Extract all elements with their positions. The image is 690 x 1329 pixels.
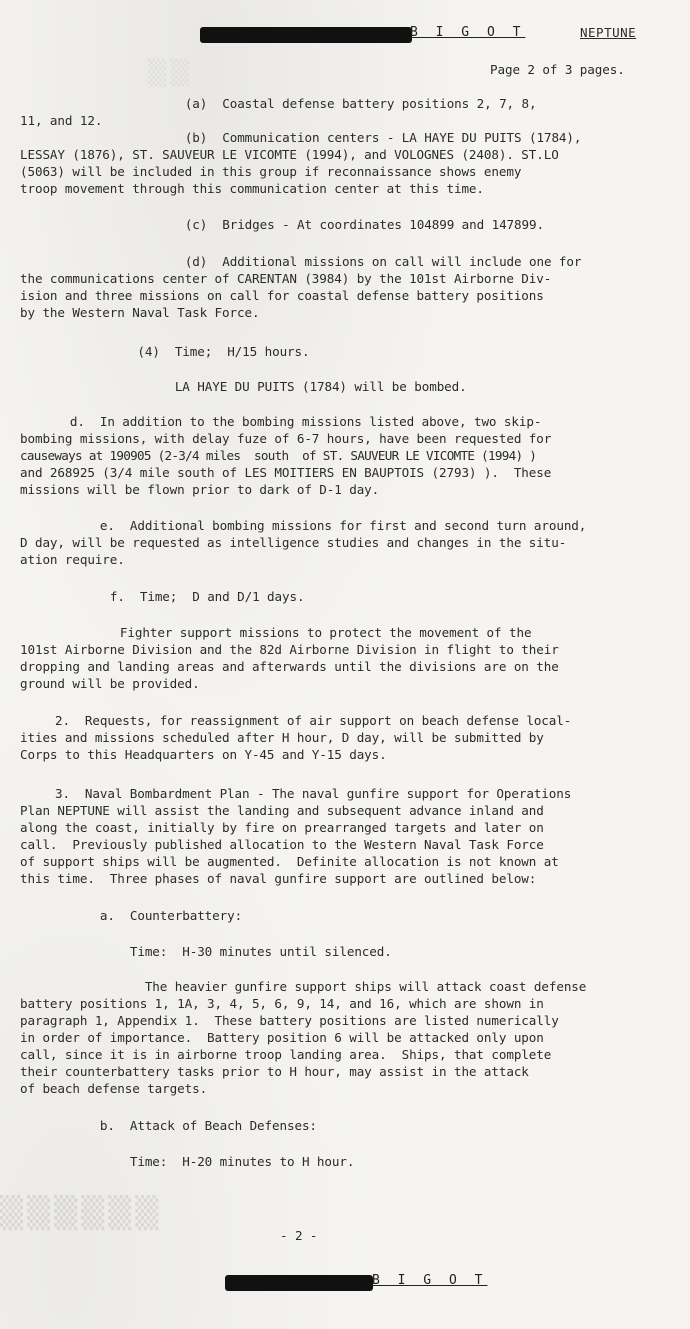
text-line: by the Western Naval Task Force. <box>20 305 260 320</box>
text-line: Corps to this Headquarters on Y-45 and Y-15 days. <box>20 747 387 762</box>
text-line: d. In addition to the bombing missions listed above, two skip- <box>40 414 542 429</box>
text-line: ation require. <box>20 552 125 567</box>
text-line: in order of importance. Battery position 6 will be attacked only upon <box>20 1030 544 1045</box>
text-line: Plan NEPTUNE will assist the landing and subsequent advance inland and <box>20 803 544 818</box>
text-line: along the coast, initially by fire on prearranged targets and later on <box>20 820 544 835</box>
text-line: the communications center of CARENTAN (3984) by the 101st Airborne Div- <box>20 271 552 286</box>
redaction-bar-top <box>200 27 412 43</box>
text-line: dropping and landing areas and afterwards until the divisions are on the <box>20 659 559 674</box>
text-line: ground will be provided. <box>20 676 200 691</box>
classification-marking-top: B I G O T <box>410 25 526 40</box>
text-line: f. Time; D and D/1 days. <box>80 589 305 604</box>
text-line: Time: H-20 minutes to H hour. <box>70 1154 355 1169</box>
text-line: call, since it is in airborne troop landing area. Ships, that complete <box>20 1047 552 1062</box>
text-line: call. Previously published allocation to the Western Naval Task Force <box>20 837 544 852</box>
text-line: ision and three missions on call for coastal defense battery positions <box>20 288 544 303</box>
text-line: The heavier gunfire support ships will attack coast defense <box>70 979 587 994</box>
text-line: their counterbattery tasks prior to H hour, may assist in the attack <box>20 1064 529 1079</box>
text-line: 101st Airborne Division and the 82d Airborne Division in flight to their <box>20 642 559 657</box>
classification-marking-bottom: B I G O T <box>372 1273 488 1288</box>
text-line: this time. Three phases of naval gunfire support are outlined below: <box>20 871 537 886</box>
text-line: (c) Bridges - At coordinates 104899 and 147899. <box>110 217 544 232</box>
text-line: missions will be flown prior to dark of D-1 day. <box>20 482 380 497</box>
text-line: Time: H-30 minutes until silenced. <box>70 944 392 959</box>
text-line: (b) Communication centers - LA HAYE DU PUITS (1784), <box>110 130 582 145</box>
text-line: LA HAYE DU PUITS (1784) will be bombed. <box>100 379 467 394</box>
text-line: a. Counterbattery: <box>70 908 243 923</box>
text-line: 3. Naval Bombardment Plan - The naval gunfire support for Operations <box>40 786 572 801</box>
text-line: ities and missions scheduled after H hour, D day, will be submitted by <box>20 730 544 745</box>
page-indicator: Page 2 of 3 pages. <box>490 62 625 77</box>
page-number: - 2 - <box>280 1228 318 1243</box>
text-line: of support ships will be augmented. Definite allocation is not known at <box>20 854 559 869</box>
text-line: paragraph 1, Appendix 1. These battery positions are listed numerically <box>20 1013 559 1028</box>
faded-stamp-top: ▒▒ <box>148 58 193 87</box>
text-line: LESSAY (1876), ST. SAUVEUR LE VICOMTE (1994), and VOLOGNES (2408). ST.LO <box>20 147 559 162</box>
text-line: battery positions 1, 1A, 3, 4, 5, 6, 9, 14, and 16, which are shown in <box>20 996 544 1011</box>
text-line: (5063) will be included in this group if reconnaissance shows enemy <box>20 164 522 179</box>
text-line: e. Additional bombing missions for first and second turn around, <box>70 518 587 533</box>
operation-name: NEPTUNE <box>580 25 637 40</box>
text-line: troop movement through this communication center at this time. <box>20 181 484 196</box>
text-line: of beach defense targets. <box>20 1081 208 1096</box>
text-line: (d) Additional missions on call will include one for <box>110 254 582 269</box>
faded-stamp-bottom: ▒▒▒▒▒▒ <box>0 1196 163 1231</box>
text-line: (a) Coastal defense battery positions 2, 7, 8, <box>110 96 537 111</box>
redaction-bar-bottom <box>225 1275 373 1291</box>
text-line: 2. Requests, for reassignment of air support on beach defense local- <box>40 713 572 728</box>
text-line: causeways at 190905 (2-3/4 miles south of ST. SAUVEUR LE VICOMTE (1994) ) <box>20 448 537 463</box>
text-line: Fighter support missions to protect the movement of the <box>90 625 532 640</box>
text-line: b. Attack of Beach Defenses: <box>70 1118 317 1133</box>
text-line: and 268925 (3/4 mile south of LES MOITIERS EN BAUPTOIS (2793) ). These <box>20 465 552 480</box>
text-line: (4) Time; H/15 hours. <box>100 344 310 359</box>
text-line: D day, will be requested as intelligence studies and changes in the situ- <box>20 535 567 550</box>
text-line: 11, and 12. <box>20 113 103 128</box>
text-line: bombing missions, with delay fuze of 6-7 hours, have been requested for <box>20 431 552 446</box>
